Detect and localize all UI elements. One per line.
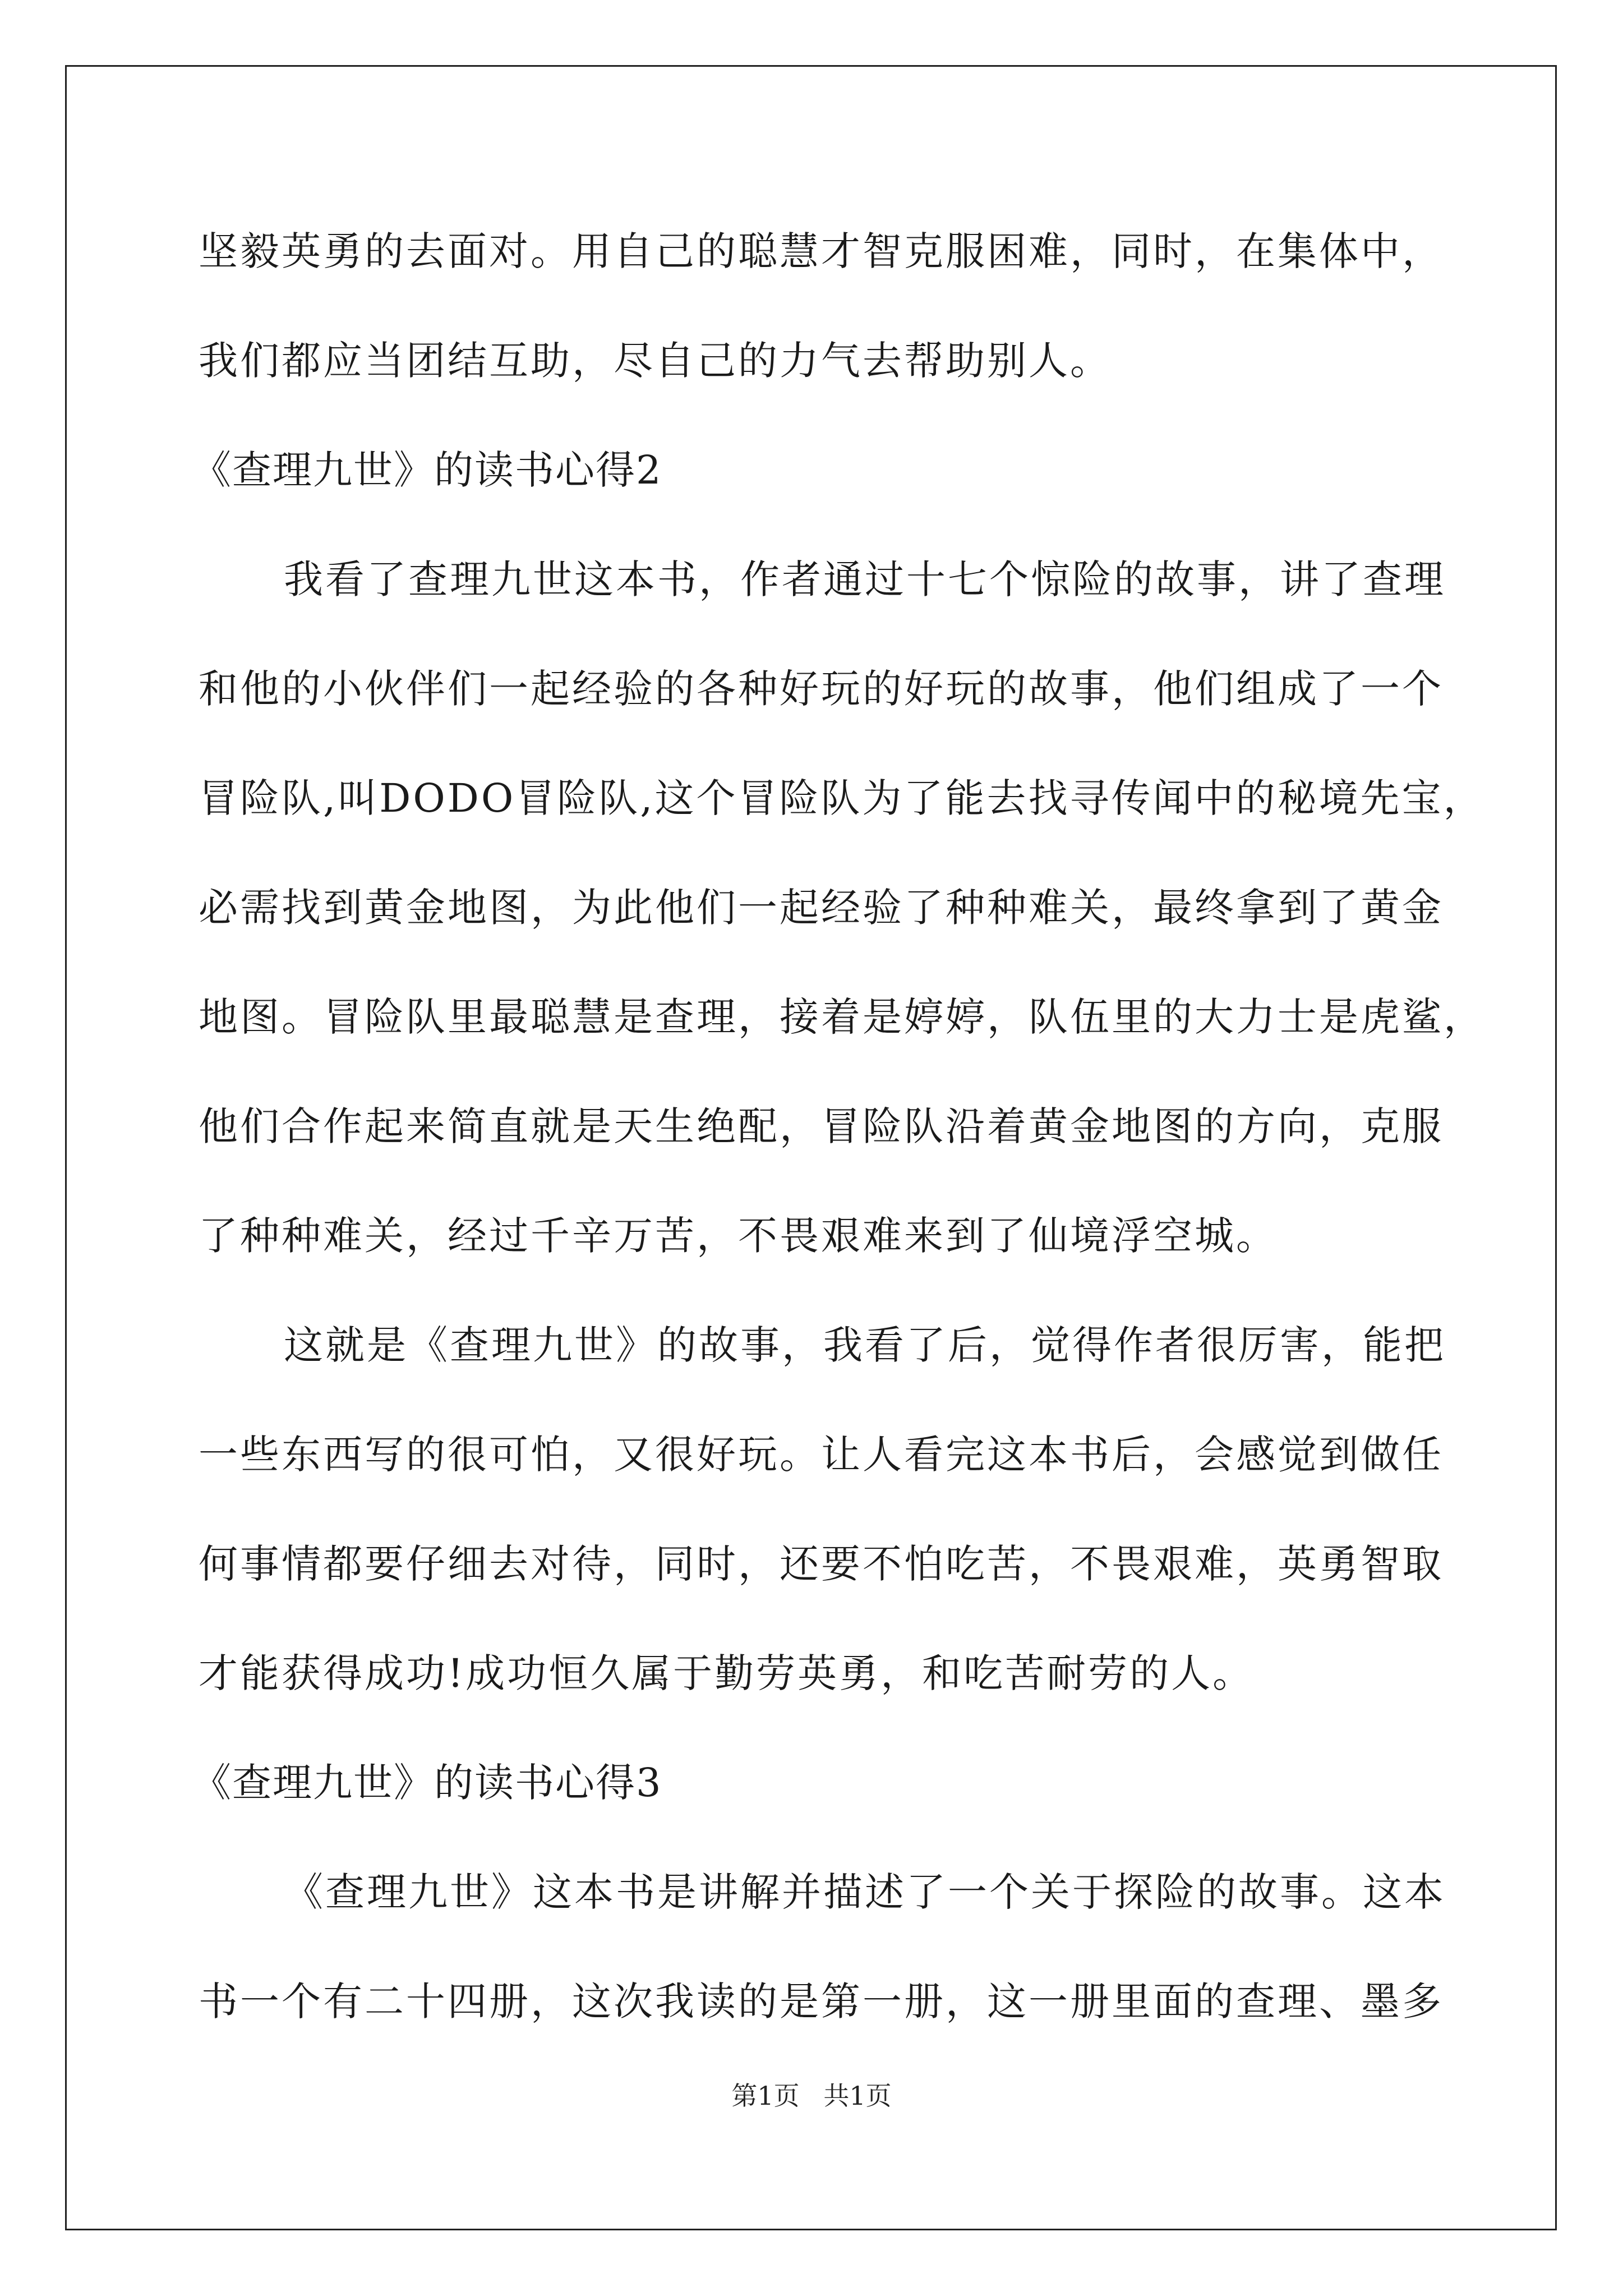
text-line: 和他的小伙伴们一起经验的各种好玩的好玩的故事，他们组成了一个 xyxy=(199,666,1444,712)
text-line: 才能获得成功!成功恒久属于勤劳英勇，和吃苦耐劳的人。 xyxy=(199,1650,1255,1696)
paragraph-first-line: 我看了查理九世这本书，作者通过十七个惊险的故事，讲了查理 xyxy=(284,556,1446,602)
text-line: 书一个有二十四册，这次我读的是第一册，这一册里面的查理、墨多 xyxy=(199,1978,1444,2024)
text-line: 一些东西写的很可怕，又很好玩。让人看完这本书后，会感觉到做任 xyxy=(199,1432,1444,1478)
page-footer xyxy=(0,2076,1623,2113)
text-line: 地图。冒险队里最聪慧是查理，接着是婷婷，队伍里的大力士是虎鲨， xyxy=(199,994,1485,1040)
text-line: 坚毅英勇的去面对。用自己的聪慧才智克服困难，同时，在集体中， xyxy=(199,228,1444,274)
text-line: 我们都应当团结互助，尽自己的力气去帮助别人。 xyxy=(199,338,1112,384)
text-line: 必需找到黄金地图，为此他们一起经验了种种难关，最终拿到了黄金 xyxy=(199,885,1444,931)
page-total: 共1页 xyxy=(823,2081,892,2111)
section-heading: 《查理九世》的读书心得2 xyxy=(192,447,662,493)
document-body xyxy=(192,218,1485,2077)
paragraph-first-line: 这就是《查理九世》的故事，我看了后，觉得作者很厉害，能把 xyxy=(284,1322,1446,1368)
paragraph-first-line: 《查理九世》这本书是讲解并描述了一个关于探险的故事。这本 xyxy=(284,1869,1446,1915)
text-line: 何事情都要仔细去对待，同时，还要不怕吃苦，不畏艰难，英勇智取 xyxy=(199,1541,1444,1587)
page-number: 第1页 xyxy=(731,2081,800,2111)
text-line: 了种种难关，经过千辛万苦，不畏艰难来到了仙境浮空城。 xyxy=(199,1213,1278,1259)
text-line: 冒险队,叫DODO冒险队,这个冒险队为了能去找寻传闻中的秘境先宝， xyxy=(199,775,1485,821)
section-heading: 《查理九世》的读书心得3 xyxy=(192,1760,662,1806)
text-line: 他们合作起来简直就是天生绝配，冒险队沿着黄金地图的方向，克服 xyxy=(199,1103,1444,1149)
